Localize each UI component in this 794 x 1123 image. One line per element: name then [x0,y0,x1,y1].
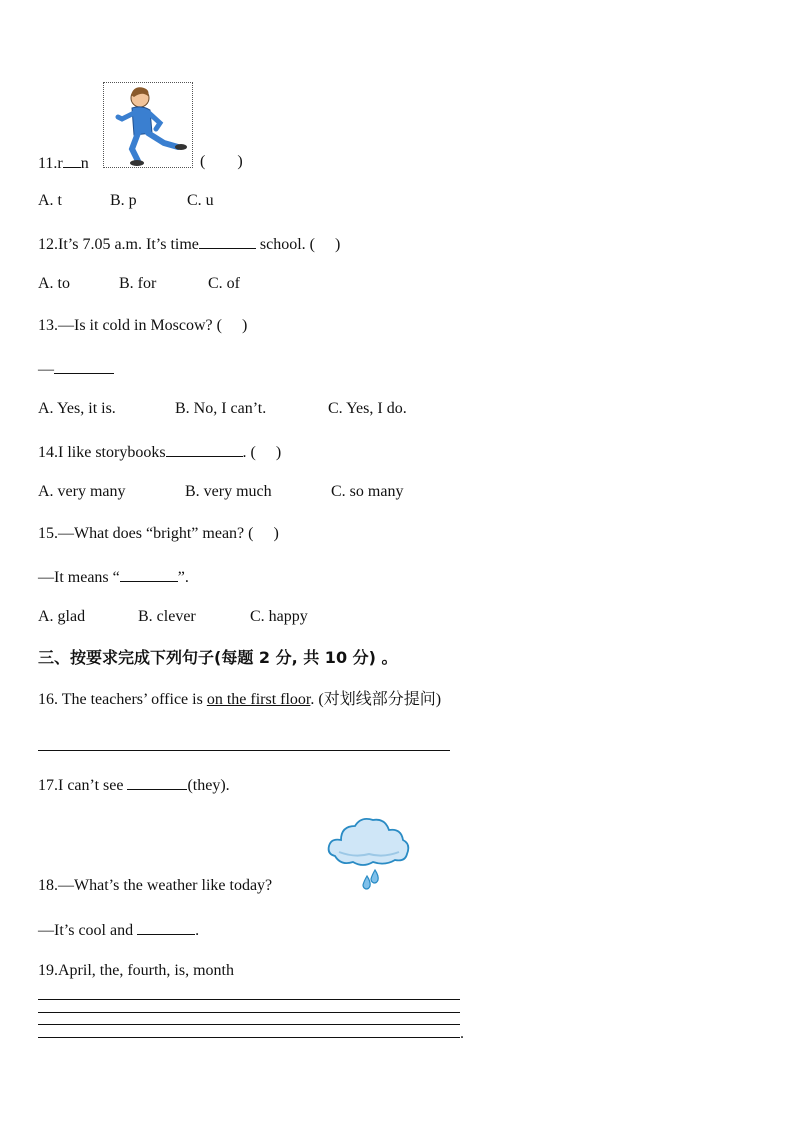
question-15: 15.—What does “bright” mean? ( ) [38,525,279,542]
section-3-heading: 三、按要求完成下列句子(每题 2 分, 共 10 分) 。 [38,648,398,667]
q11-option-c[interactable]: C. u [187,192,214,209]
rain-cloud-image [325,812,411,894]
answer-blank-15[interactable] [120,566,178,582]
question-14-text-a: 14.I like storybooks [38,444,166,461]
q15-option-b[interactable]: B. clever [138,608,196,625]
q13-option-c[interactable]: C. Yes, I do. [328,400,407,417]
answer-blank-14[interactable] [166,441,243,457]
q13-option-b[interactable]: B. No, I can’t. [175,400,267,417]
question-12 [38,233,340,255]
answer-line-19-2[interactable] [38,1012,460,1013]
q12-option-a[interactable]: A. to [38,275,70,292]
question-15-answer-a: —It means “ [38,569,120,586]
answer-line-16[interactable] [38,750,450,751]
question-15-answer-b: ”. [177,569,189,586]
question-11-prefix: 11.r [38,155,63,172]
question-11 [38,152,89,174]
q15-option-c[interactable]: C. happy [250,608,308,625]
answer-line-19-4[interactable] [38,1037,460,1038]
answer-line-19-1[interactable] [38,999,460,1000]
question-18: 18.—What’s the weather like today? [38,877,273,894]
answer-blank-11[interactable] [63,152,81,168]
question-18-answer-b: . [195,922,200,939]
rain-cloud-icon [325,812,411,894]
q15-option-a[interactable]: A. glad [38,608,86,625]
q14-option-a[interactable]: A. very many [38,483,126,500]
question-13: 13.—Is it cold in Moscow? ( ) [38,317,248,334]
question-16-text-a: 16. The teachers’ office is [38,691,207,708]
answer-blank-13[interactable] [54,358,114,374]
q14-option-c[interactable]: C. so many [331,483,404,500]
question-15-answer [38,566,189,588]
q11-option-b[interactable]: B. p [110,192,137,209]
answer-blank-12[interactable] [199,233,256,249]
question-16-underlined: on the first floor [206,691,311,708]
question-17-text-a: 17.I can’t see [38,777,128,794]
question-13-answer [38,358,114,380]
question-12-text-a: 12.It’s 7.05 a.m. It’s time [38,236,199,253]
q11-option-a[interactable]: A. t [38,192,62,209]
answer-blank-18[interactable] [137,919,195,935]
q13-option-a[interactable]: A. Yes, it is. [38,400,116,417]
question-17 [38,774,230,796]
question-18-answer [38,919,199,941]
question-13-answer-prefix: — [38,361,54,378]
q12-option-b[interactable]: B. for [119,275,157,292]
question-12-text-b: school. ( ) [255,236,341,253]
question-14 [38,441,281,463]
question-11-paren[interactable]: ( ) [200,153,243,170]
question-11-suffix: n [80,155,89,172]
q12-option-c[interactable]: C. of [208,275,240,292]
question-19: 19.April, the, fourth, is, month [38,962,234,979]
question-19-end-mark: . [460,1025,464,1042]
answer-line-19-3[interactable] [38,1024,460,1025]
question-14-text-b: . ( ) [242,444,282,461]
running-boy-image [103,82,193,168]
running-boy-icon [104,83,192,167]
answer-blank-17[interactable] [127,774,187,790]
question-17-text-b: (they). [187,777,230,794]
question-18-answer-a: —It’s cool and [38,922,138,939]
question-16-text-b: . (对划线部分提问) [310,691,442,708]
q14-option-b[interactable]: B. very much [185,483,272,500]
question-16 [38,690,441,710]
